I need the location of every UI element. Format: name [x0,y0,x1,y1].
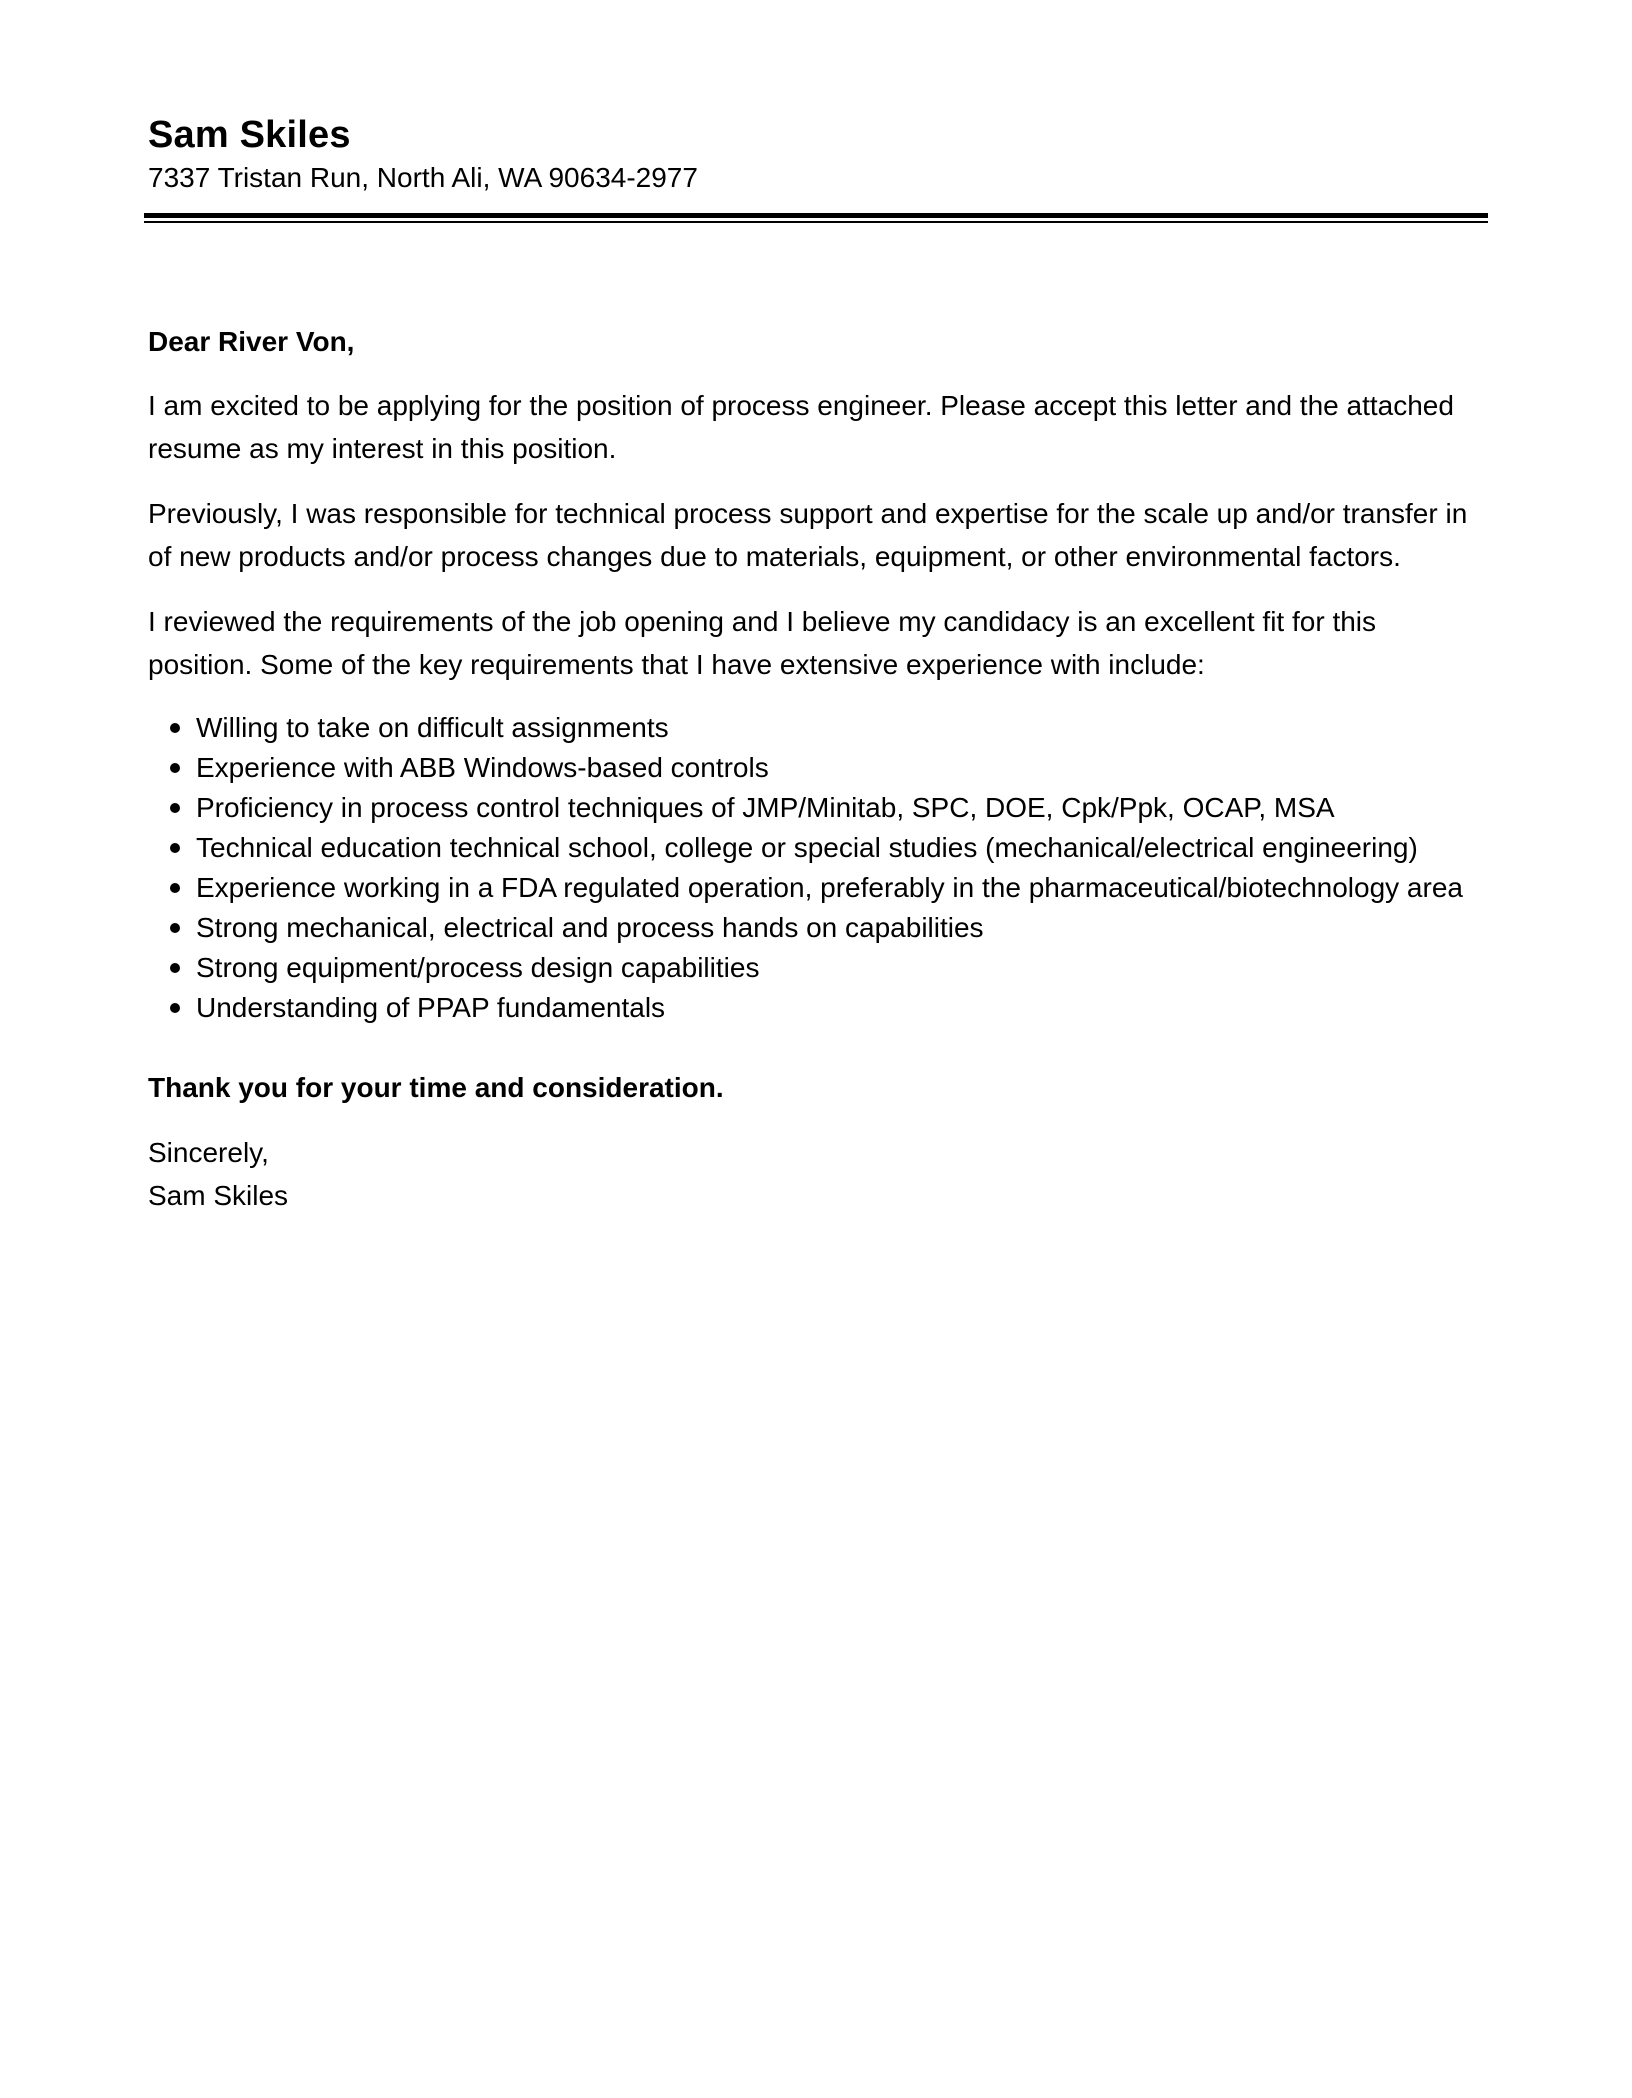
thank-you-line: Thank you for your time and consideration. [148,1072,724,1103]
bullet-icon [170,843,180,853]
letter-header [148,112,1488,196]
list-item [148,788,1486,828]
header-divider [144,213,1488,223]
closing: Sincerely, [148,1137,269,1168]
sender-address: 7337 Tristan Run, North Ali, WA 90634-2977 [148,162,698,193]
list-item [148,748,1486,788]
divider-thin-line [144,221,1488,223]
list-item-text: Proficiency in process control techniques of JMP/Minitab, SPC, DOE, Cpk/Ppk, OCAP, MSA [196,792,1335,823]
paragraph-requirements-intro: I reviewed the requirements of the job opening and I believe my candidacy is an excellent fit for this position. Some of the key requirements that I have extensive experience with include: [148,606,1377,680]
bullet-icon [170,923,180,933]
bullet-icon [170,803,180,813]
requirements-list [148,708,1488,1028]
list-item [148,948,1486,988]
list-item [148,988,1486,1028]
list-item [148,708,1486,748]
bullet-icon [170,963,180,973]
bullet-icon [170,763,180,773]
list-item [148,908,1486,948]
list-item [148,828,1486,868]
list-item-text: Technical education technical school, college or special studies (mechanical/electrical engineering) [196,832,1418,863]
list-item-text: Strong mechanical, electrical and process hands on capabilities [196,912,984,943]
paragraph-intro: I am excited to be applying for the position of process engineer. Please accept this letter and the attached resume as my interest in this position. [148,390,1454,464]
list-item [148,868,1486,908]
bullet-icon [170,1003,180,1013]
letter-body [148,320,1488,1217]
salutation: Dear River Von, [148,326,355,357]
list-item-text: Experience with ABB Windows-based controls [196,752,769,783]
list-item-text: Willing to take on difficult assignments [196,712,669,743]
divider-thick-line [144,213,1488,218]
paragraph-experience: Previously, I was responsible for technical process support and expertise for the scale up and/or transfer in of new products and/or process changes due to materials, equipment, or other environmental factors. [148,498,1468,572]
list-item-text: Experience working in a FDA regulated operation, preferably in the pharmaceutical/biotechnology area [196,872,1463,903]
signature: Sam Skiles [148,1180,289,1211]
bullet-icon [170,883,180,893]
list-item-text: Understanding of PPAP fundamentals [196,992,666,1023]
sender-name: Sam Skiles [148,114,351,156]
list-item-text: Strong equipment/process design capabilities [196,952,760,983]
bullet-icon [170,723,180,733]
